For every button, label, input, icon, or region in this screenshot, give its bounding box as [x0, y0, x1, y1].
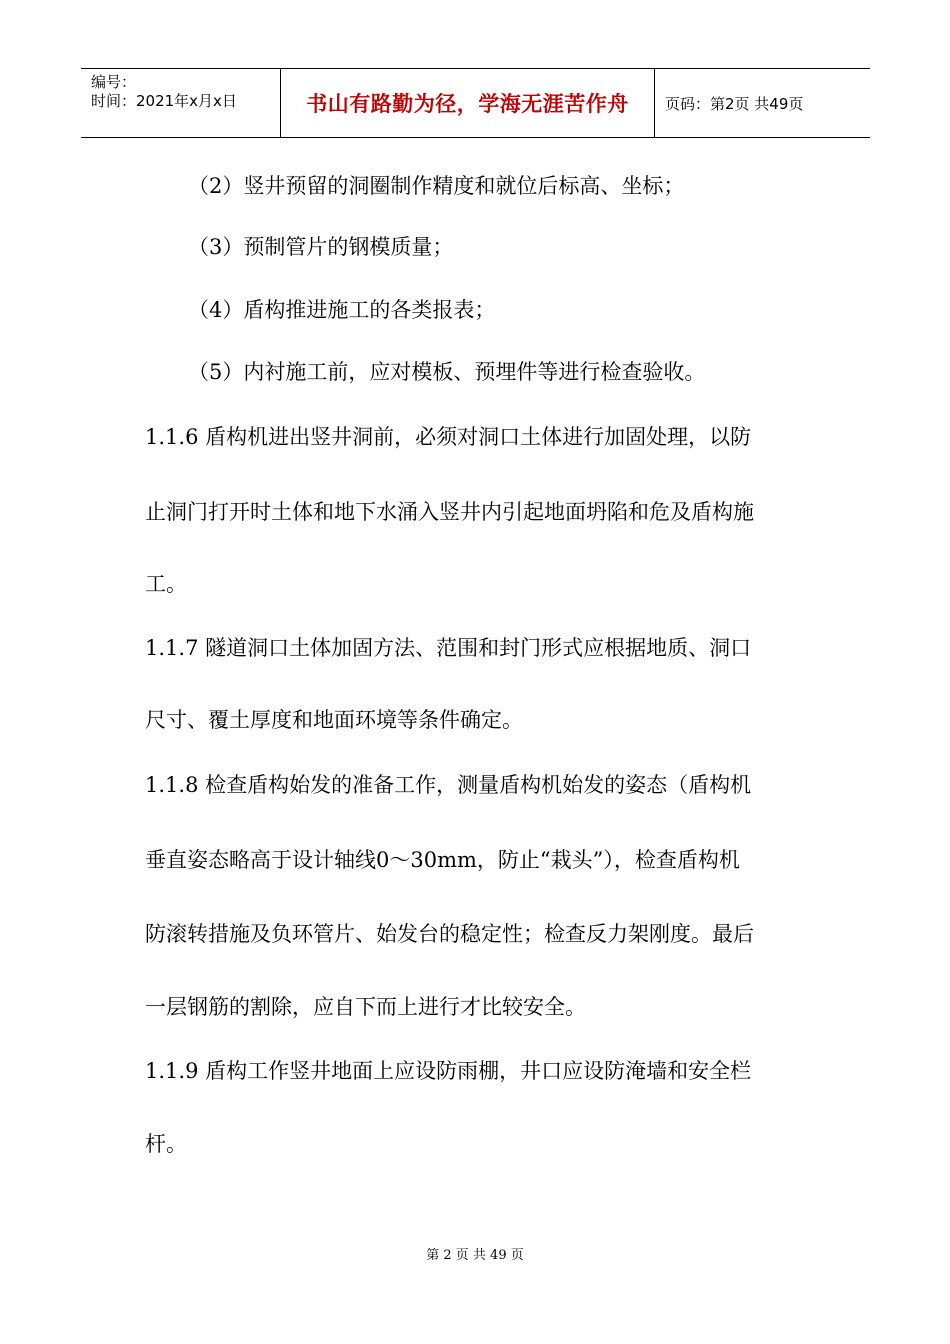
- document-time-label: 时间：2021年x月x日: [91, 92, 237, 110]
- body-line: 垂直姿态略高于设计轴线0～30mm，防止“栽头”），检查盾构机: [145, 848, 740, 872]
- body-line: 尺寸、覆土厚度和地面环境等条件确定。: [145, 708, 523, 732]
- body-line: （2）竖井预留的洞圈制作精度和就位后标高、坐标；: [188, 174, 685, 198]
- body-line: 止洞门打开时土体和地下水涌入竖井内引起地面坍陷和危及盾构施: [145, 500, 754, 524]
- page-footer: 第 2 页 共 49 页: [426, 1248, 524, 1263]
- body-line: 杆。: [145, 1132, 187, 1156]
- body-line: （4）盾构推进施工的各类报表；: [188, 298, 496, 322]
- body-line: 1.1.6 盾构机进出竖井洞前，必须对洞口土体进行加固处理，以防: [145, 425, 752, 449]
- header-meta: [81, 69, 281, 137]
- body-line: 工。: [145, 572, 187, 596]
- body-line: 1.1.7 隧道洞口土体加固方法、范围和封门形式应根据地质、洞口: [145, 636, 752, 660]
- document-number-label: 编号：: [91, 73, 137, 91]
- header-motto: 书山有路勤为径，学海无涯苦作舟: [281, 69, 655, 137]
- body-line: 防滚转措施及负环管片、始发台的稳定性；检查反力架刚度。最后: [145, 922, 754, 946]
- body-line: 一层钢筋的割除，应自下而上进行才比较安全。: [145, 995, 586, 1019]
- page-header: [81, 68, 870, 138]
- body-line: 1.1.9 盾构工作竖井地面上应设防雨棚，井口应设防淹墙和安全栏: [145, 1059, 752, 1083]
- header-page-info: 页码：第2页 共49页: [665, 94, 804, 113]
- body-line: （5）内衬施工前，应对模板、预埋件等进行检查验收。: [188, 360, 706, 384]
- body-line: 1.1.8 检查盾构始发的准备工作，测量盾构机始发的姿态（盾构机: [145, 773, 752, 797]
- body-line: （3）预制管片的钢模质量；: [188, 235, 454, 259]
